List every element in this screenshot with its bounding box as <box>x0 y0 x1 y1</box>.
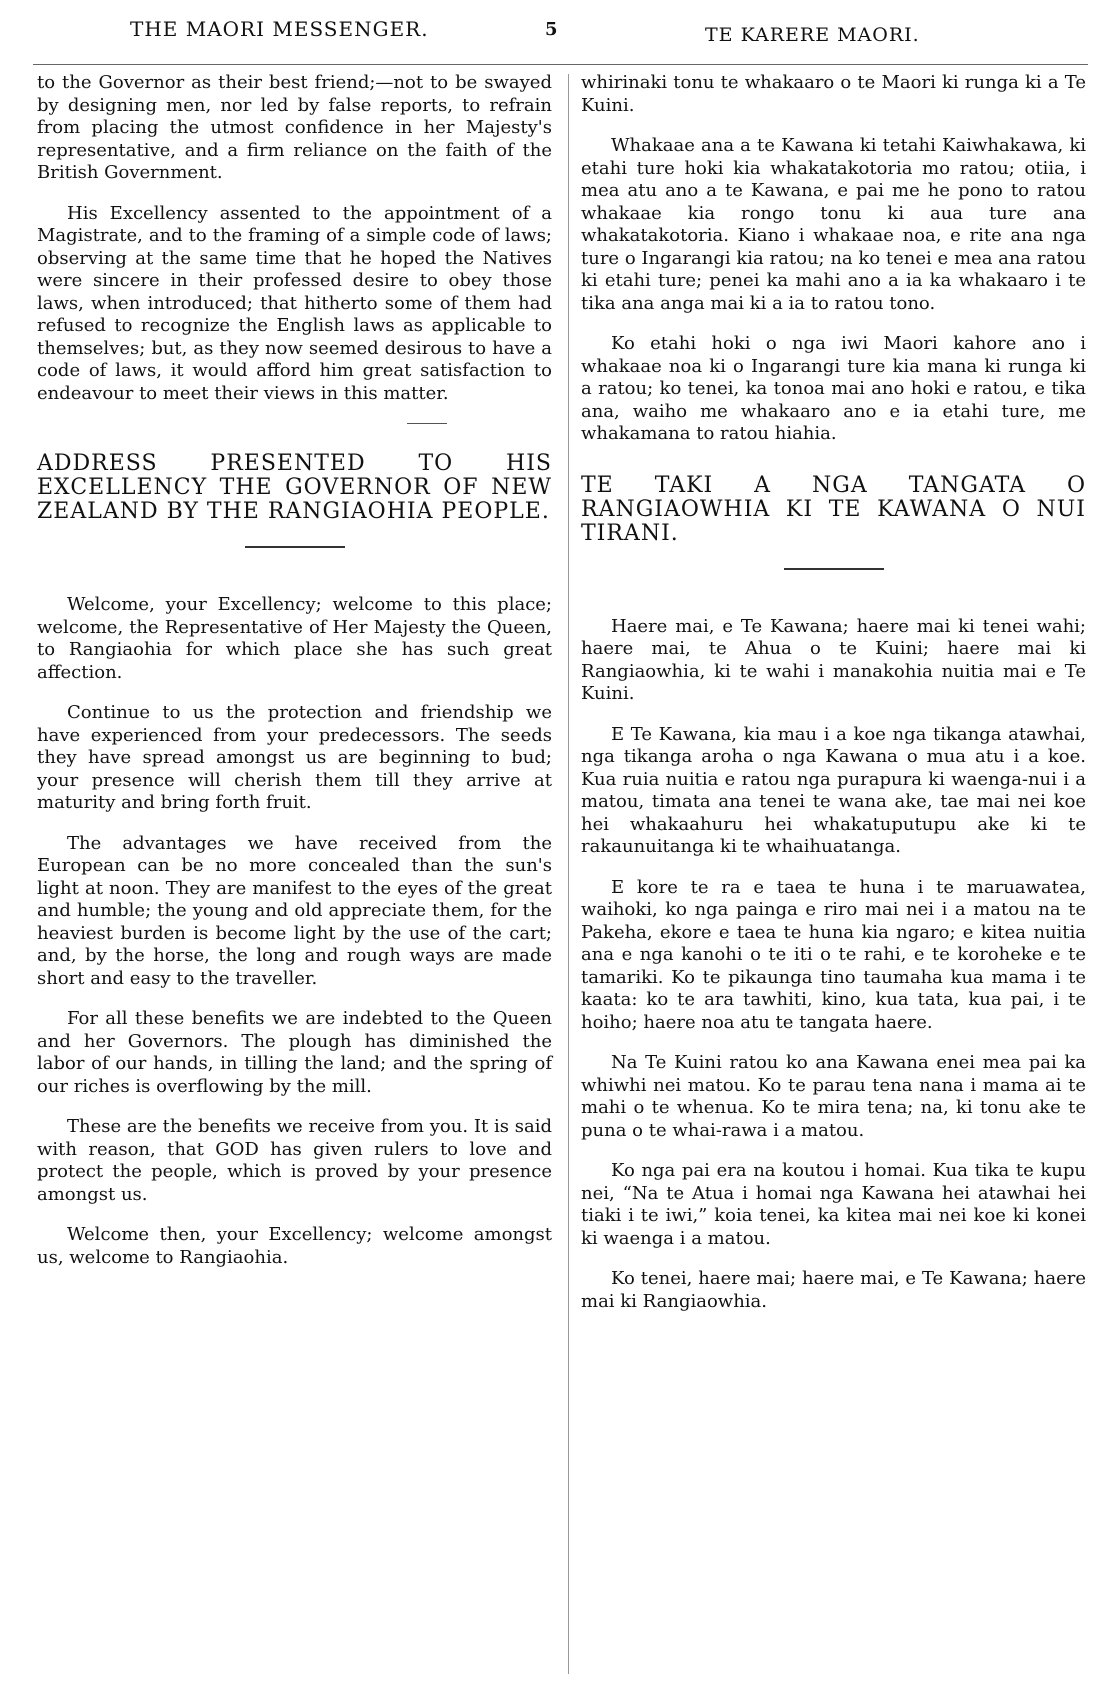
maori-paragraph: Ko nga pai era na koutou i homai. Kua tika te kupu nei, “Na te Atua i homai nga Kawana hei atawhai hei tiaki i te iwi,” koia tenei, ka kitea mai nei koe ki konei ki waenga i a matou. <box>581 1160 1086 1249</box>
heading-rule <box>784 568 884 570</box>
english-column <box>37 72 552 1287</box>
english-paragraph: The advantages we have received from the European can be no more concealed than the sun's light at noon. They are manifest to the eyes of the great and humble; the young and old appreciate them, for the heaviest burden is become light by the use of the cart; and, by the horse, the long and rough ways are made short and easy to the traveller. <box>37 832 552 989</box>
header-rule <box>33 64 1088 65</box>
section-end-rule <box>407 423 447 424</box>
english-paragraph: These are the benefits we receive from you. It is said with reason, that GOD has given rulers to love and protect the people, which is proved by your presence amongst us. <box>37 1116 552 1205</box>
english-section-heading: ADDRESS PRESENTED TO HIS EXCELLENCY THE GOVERNOR OF NEW ZEALAND BY THE RANGIAOHIA PEOPLE. <box>37 451 552 524</box>
page-number: 5 <box>545 19 559 40</box>
heading-rule <box>245 546 345 548</box>
maori-column <box>581 72 1086 1331</box>
english-paragraph: For all these benefits we are indebted to the Queen and her Governors. The plough has diminished the labor of our hands, in tilling the land; and the spring of our riches is overflowing by the mill. <box>37 1008 552 1097</box>
english-paragraph: Welcome then, your Excellency; welcome amongst us, welcome to Rangiaohia. <box>37 1224 552 1268</box>
maori-section-heading: TE TAKI A NGA TANGATA O RANGIAOWHIA KI TE KAWANA O NUI TIRANI. <box>581 472 1086 546</box>
maori-paragraph: Whakaae ana a te Kawana ki tetahi Kaiwhakawa, ki etahi ture hoki kia whakatakotoria mo ratou; otiia, i mea atu ano a te Kawana, e pai me he pono to ratou whakaae kia rongo tonu ki aua ture ana whakatakotoria. Kiano i whakaae noa, e rite ana nga ture o Ingarangi kia ratou; na ko tenei e mea ana ratou ki etahi ture; penei ka mahi ano a ia ka whakaaro i te tika ana anga mai ki a ia to ratou tono. <box>581 135 1086 314</box>
maori-paragraph: E Te Kawana, kia mau i a koe nga tikanga atawhai, nga tikanga aroha o nga Kawana o mua atu i a koe. Kua ruia nuitia e ratou nga purapura ki waenga-nui i a matou, timata ana tenei te wana ake, tae mai nei koe hei whakaahuru hei whakatuputupu ake ki te rakaunuitanga ki te whaihuatanga. <box>581 723 1086 857</box>
english-paragraph: Continue to us the protection and friendship we have experienced from your predecessors. The seeds they have spread amongst us are beginning to bud; your presence will cherish them till they arrive at maturity and bring forth fruit. <box>37 702 552 813</box>
maori-paragraph: Haere mai, e Te Kawana; haere mai ki tenei wahi; haere mai, te Ahua o te Kuini; haere mai ki Rangiaowhia, ki te wahi i manakohia nuitia mai e Te Kuini. <box>581 615 1086 704</box>
english-paragraph: Welcome, your Excellency; welcome to this place; welcome, the Representative of Her Majesty the Queen, to Rangiaohia for which place she has such great affection. <box>37 594 552 683</box>
maori-paragraph: E kore te ra e taea te huna i te maruawatea, waihoki, ko nga painga e riro mai nei i a matou na te Pakeha, ekore e taea te huna kia ngaro; e kitea nuitia ana e nga kanohi o te iti o te rahi, e te koroheke e te tamariki. Ko te pikaunga tino taumaha kua mama i te kaata: ko te ara tawhiti, kino, kua tata, kua pai, i te hoiho; haere noa atu te tangata haere. <box>581 876 1086 1033</box>
maori-paragraph: Ko etahi hoki o nga iwi Maori kahore ano i whakaae noa ki o Ingarangi ture kia mana ki runga ki a ratou; ko tenei, ka tonoa mai ano hoki e ratou, e tika ana, waiho me whakaaro ano e ia etahi ture, me whakamana to ratou hiahia. <box>581 333 1086 444</box>
masthead-english: THE MAORI MESSENGER. <box>130 17 429 41</box>
maori-paragraph: Ko tenei, haere mai; haere mai, e Te Kawana; haere mai ki Rangiaowhia. <box>581 1268 1086 1312</box>
masthead-maori: TE KARERE MAORI. <box>705 24 920 46</box>
english-continuation-paragraph: to the Governor as their best friend;—not to be swayed by designing men, nor led by false reports, to refrain from placing the utmost confidence in her Majesty's representative, and a firm reliance on the faith of the British Government. <box>37 72 552 183</box>
maori-paragraph: Na Te Kuini ratou ko ana Kawana enei mea pai ka whiwhi nei matou. Ko te parau tena nana i mama ai te mahi o te whenua. Ko te mira tena; na, ki tonu ake te puna o te whai-rawa i a matou. <box>581 1052 1086 1141</box>
column-divider <box>568 74 569 1674</box>
english-paragraph: His Excellency assented to the appointment of a Magistrate, and to the framing of a simple code of laws; observing at the same time that he hoped the Natives were sincere in their professed desire to obey those laws, when introduced; that hitherto some of them had refused to recognize the English laws as applicable to themselves; but, as they now seemed desirous to have a code of laws, it would afford him great satisfaction to endeavour to meet their views in this matter. <box>37 202 552 404</box>
maori-continuation-paragraph: whirinaki tonu te whakaaro o te Maori ki runga ki a Te Kuini. <box>581 72 1086 116</box>
